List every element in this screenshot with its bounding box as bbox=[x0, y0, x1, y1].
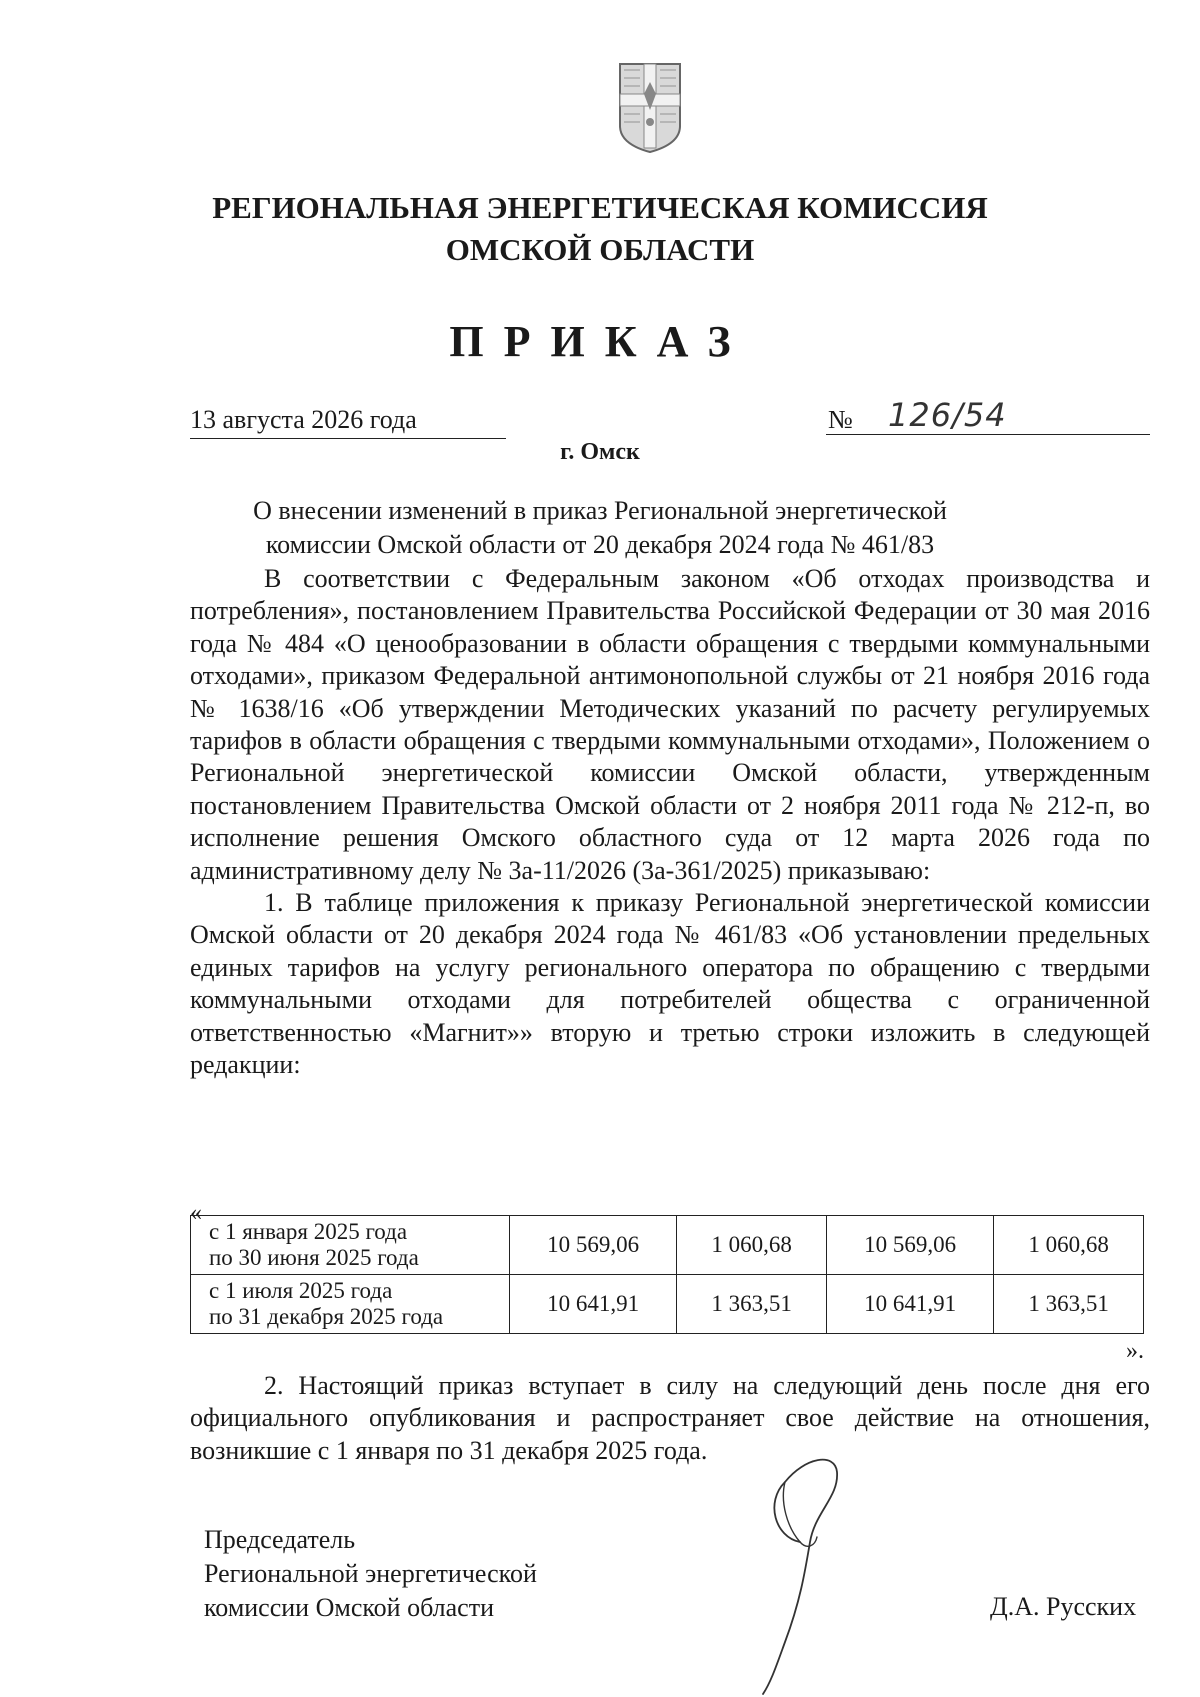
table-cell: 10 569,06 bbox=[826, 1216, 993, 1275]
document-type-title: ПРИКАЗ bbox=[449, 317, 751, 366]
coat-of-arms-emblem-icon bbox=[616, 60, 684, 156]
item-2-block bbox=[190, 1370, 1150, 1467]
item-1-paragraph: 1. В таблице приложения к приказу Региональной энергетической комиссии Омской области от 20 декабря 2024 года № 461/83 «Об установлении предельных единых тарифов на услугу регионального оператора по обращению с твердыми коммунальными отходами для потребителей общества с ограниченной ответственностью «Магнит»» вторую и третью строки изложить в следующей редакции: bbox=[190, 888, 1150, 1080]
table-quote-open: « bbox=[190, 1200, 202, 1226]
handwritten-signature-icon bbox=[745, 1442, 865, 1697]
order-number-label: № bbox=[828, 405, 853, 434]
order-number-handwritten: 126/54 bbox=[888, 396, 1007, 434]
table-cell-period: с 1 июля 2025 года по 31 декабря 2025 года bbox=[191, 1275, 510, 1334]
signer-title: Председатель Региональной энергетической комиссии Омской области bbox=[204, 1525, 537, 1622]
tariff-table bbox=[190, 1215, 1144, 1334]
order-subject-line2: комиссии Омской области от 20 декабря 2024 года № 461/83 bbox=[265, 530, 935, 559]
table-cell: 1 363,51 bbox=[994, 1275, 1144, 1334]
order-subject-line1: О внесении изменений в приказ Региональной энергетической bbox=[253, 496, 947, 525]
table-row bbox=[191, 1275, 1144, 1334]
table-cell: 10 641,91 bbox=[826, 1275, 993, 1334]
table-quote-close: ». bbox=[1126, 1338, 1144, 1364]
signer-name: Д.А. Русских bbox=[990, 1592, 1137, 1621]
table-cell: 1 363,51 bbox=[677, 1275, 827, 1334]
city-name: г. Омск bbox=[560, 439, 640, 465]
order-subject bbox=[210, 494, 990, 562]
order-date: 13 августа 2026 года bbox=[190, 405, 506, 439]
table-cell: 10 641,91 bbox=[510, 1275, 677, 1334]
table-cell: 1 060,68 bbox=[994, 1216, 1144, 1275]
order-body bbox=[190, 563, 1150, 1082]
table-cell: 10 569,06 bbox=[510, 1216, 677, 1275]
organization-name-line1: РЕГИОНАЛЬНАЯ ЭНЕРГЕТИЧЕСКАЯ КОМИССИЯ bbox=[212, 190, 988, 225]
item-2-paragraph: 2. Настоящий приказ вступает в силу на следующий день после дня его официального опубликования и распространяет свое действие на отношения, возникшие с 1 января по 31 декабря 2025 года. bbox=[190, 1371, 1150, 1465]
preamble-paragraph: В соответствии с Федеральным законом «Об отходах производства и потребления», постановлением Правительства Российской Федерации от 30 мая 2016 года № 484 «О ценообразовании в области обращения с твердыми коммунальными отходами», приказом Федеральной антимонопольной службы от 21 ноября 2016 года № 1638/16 «Об утверждении Методических указаний по расчету регулируемых тарифов в области обращения с твердыми коммунальными отходами», Положением о Региональной энергетической комиссии Омской области, утвержденным постановлением Правительства Омской области от 2 ноября 2011 года № 212-п, во исполнение решения Омского областного суда от 12 марта 2026 года по административному делу № 3а-11/2026 (3а-361/2025) приказываю: bbox=[190, 564, 1150, 885]
table-row bbox=[191, 1216, 1144, 1275]
table-cell: 1 060,68 bbox=[677, 1216, 827, 1275]
organization-name-line2: ОМСКОЙ ОБЛАСТИ bbox=[445, 232, 755, 267]
table-cell-period: с 1 января 2025 года по 30 июня 2025 года bbox=[191, 1216, 510, 1275]
